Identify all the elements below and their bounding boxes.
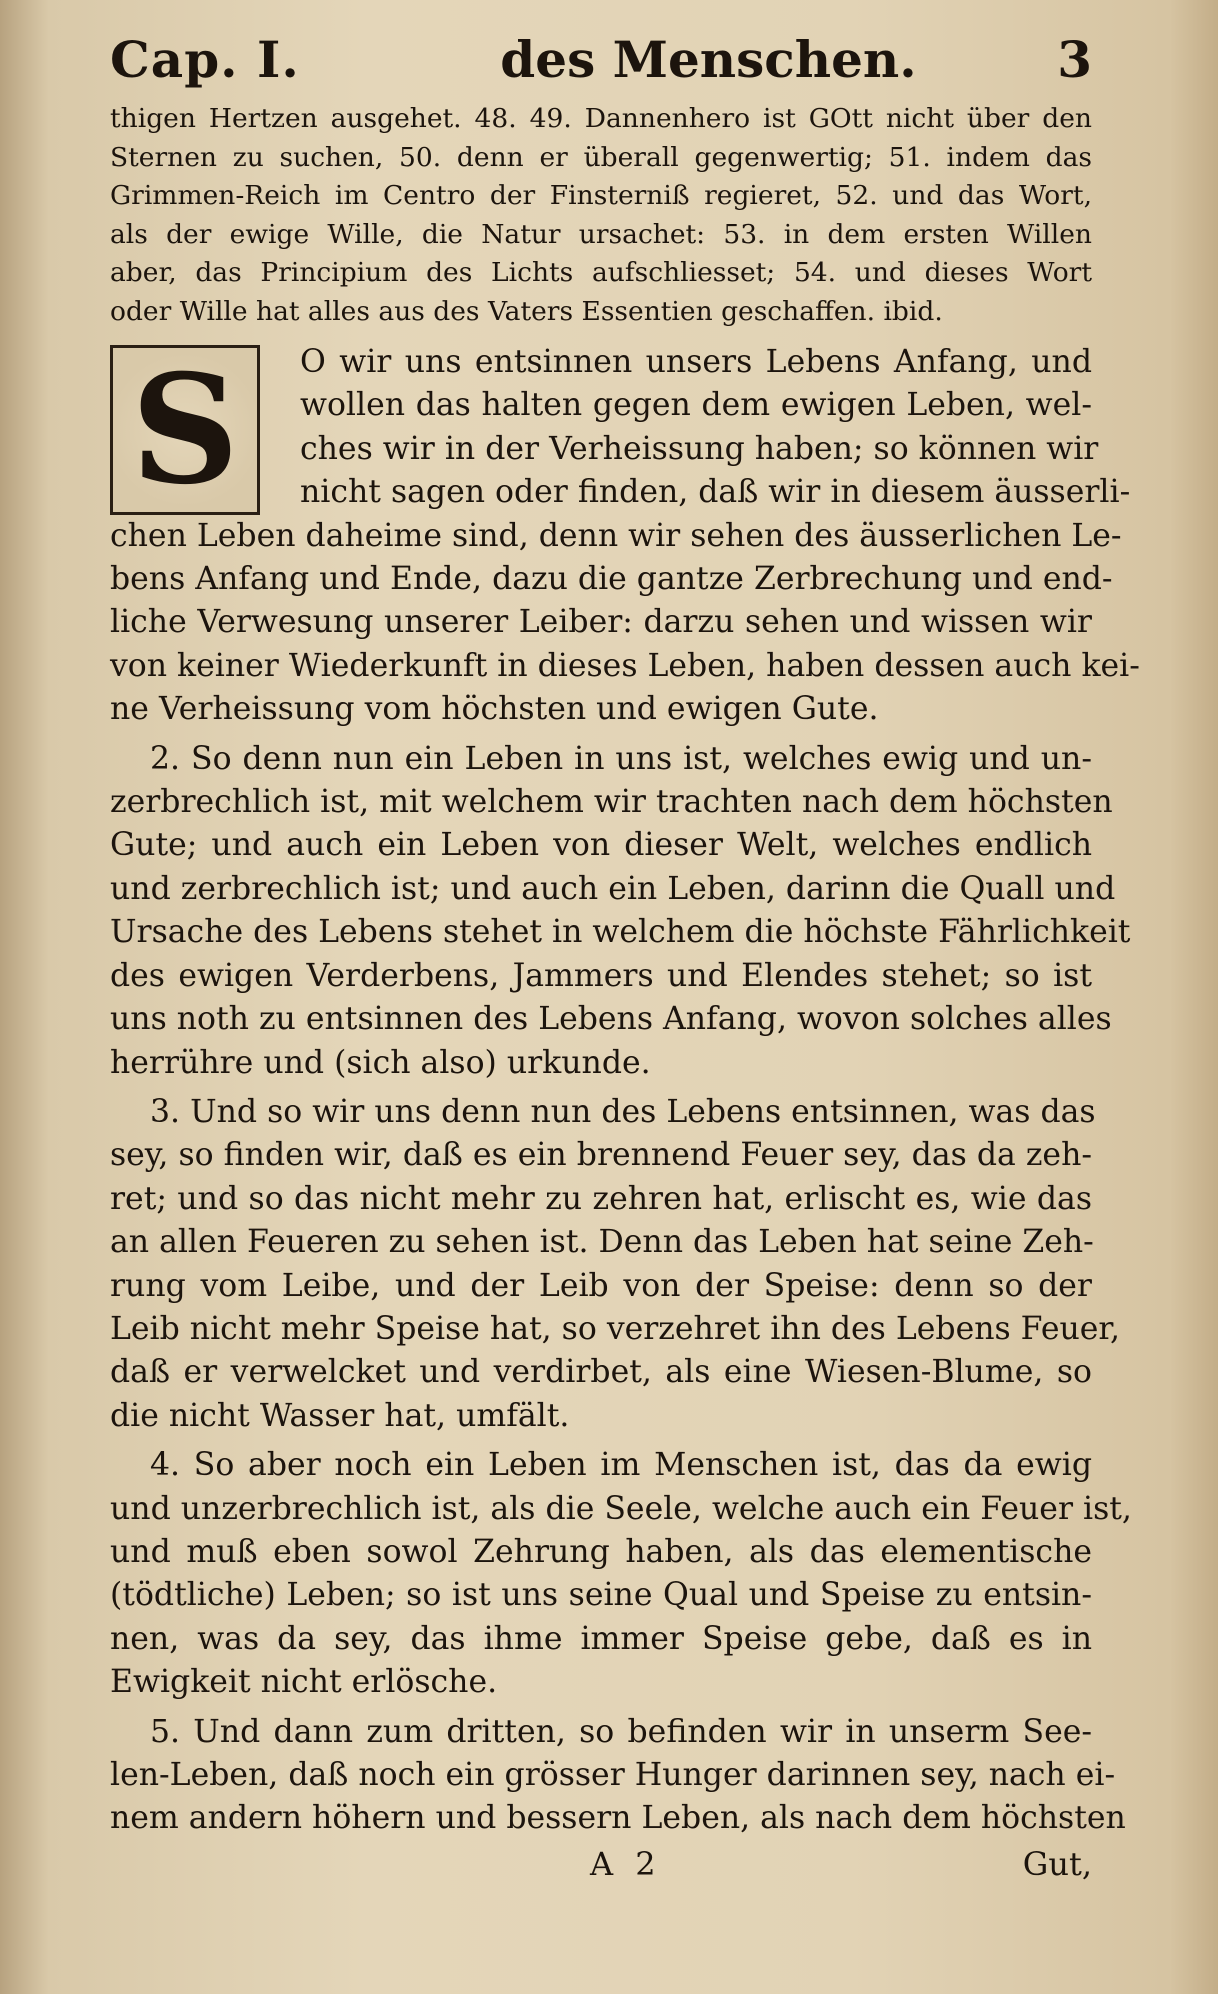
chapter-label: Cap. I. [110, 30, 300, 89]
paragraph-1 [110, 341, 1140, 732]
text-line: Ursache des Lebens stehet in welchem die höchste Fährlichkeit [110, 914, 1131, 951]
text-line: rung vom Leibe, und der Leib von der Speise: denn so der [110, 1267, 1092, 1304]
summary-line: Sternen zu suchen, 50. denn er überall gegenwertig; 51. indem das [110, 141, 1092, 173]
summary-line: als der ewige Wille, die Natur ursachet: 53. in dem ersten Willen [110, 218, 1092, 250]
text-line: bens Anfang und Ende, dazu die gantze Zerbrechung und end- [110, 561, 1113, 598]
text-line: Leib nicht mehr Speise hat, so verzehret ihn des Lebens Feuer, [110, 1310, 1120, 1347]
text-line: zerbrechlich ist, mit welchem wir trachten nach dem höchsten [110, 784, 1113, 821]
text-line: ne Verheissung vom höchsten und ewigen Gute. [110, 691, 879, 728]
text-line: chen Leben daheime sind, denn wir sehen des äusserlichen Le- [110, 517, 1122, 554]
paragraph-5 [110, 1711, 1126, 1841]
text-line: und zerbrechlich ist; und auch ein Leben, darinn die Quall und [110, 870, 1116, 907]
text-line: nem andern höhern und bessern Leben, als nach dem höchsten [110, 1800, 1126, 1837]
main-text [110, 341, 1140, 1886]
paragraph-2 [110, 738, 1131, 1085]
text-line: Ewigkeit nicht erlösche. [110, 1664, 498, 1701]
text-line: 2. So denn nun ein Leben in uns ist, welches ewig und un- [150, 740, 1092, 777]
text-line: (tödtliche) Leben; so ist uns seine Qual und Speise zu entsin- [110, 1577, 1092, 1614]
paragraph-4 [110, 1444, 1132, 1704]
page-number: 3 [1057, 30, 1092, 89]
text-line: herrühre und (sich also) urkunde. [110, 1044, 651, 1081]
text-line: nen, was da sey, das ihme immer Speise gebe, daß es in [110, 1620, 1092, 1657]
drop-cap-initial: S [110, 345, 260, 515]
text-line: ret; und so das nicht mehr zu zehren hat, erlischt es, wie das [110, 1180, 1092, 1217]
text-line: len-Leben, daß noch ein grösser Hunger darinnen sey, nach ei- [110, 1757, 1116, 1793]
text-line: nicht sagen oder finden, daß wir in diesem äusserli- [300, 474, 1131, 511]
summary-line: Grimmen-Reich im Centro der Finsterniß regieret, 52. und das Wort, [110, 180, 1092, 211]
text-line: und muß eben sowol Zehrung haben, als das elementische [110, 1533, 1092, 1570]
running-header [110, 30, 1092, 100]
text-line: liche Verwesung unserer Leiber: darzu sehen und wissen wir [110, 604, 1092, 641]
page-footer [110, 1843, 1092, 1886]
text-line: des ewigen Verderbens, Jammers und Elendes stehet; so ist [110, 957, 1092, 994]
summary-line: oder Wille hat alles aus des Vaters Essentien geschaffen. ibid. [110, 295, 943, 327]
text-line: O wir uns entsinnen unsers Lebens Anfang, und [300, 344, 1092, 380]
text-line: sey, so finden wir, daß es ein brennend Feuer sey, das da zeh- [110, 1137, 1092, 1174]
chapter-summary [110, 100, 1092, 331]
text-line: ches wir in der Verheissung haben; so können wir [300, 430, 1099, 467]
signature-mark: A 2 [590, 1844, 662, 1883]
paragraph-3 [110, 1091, 1120, 1438]
text-line: wollen das halten gegen dem ewigen Leben, wel- [300, 387, 1092, 424]
text-line: daß er verwelcket und verdirbet, als eine Wiesen-Blume, so [110, 1354, 1092, 1391]
catchword: Gut, [1022, 1844, 1092, 1883]
text-line: 4. So aber noch ein Leben im Menschen ist, das da ewig [150, 1447, 1092, 1484]
text-line: an allen Feueren zu sehen ist. Denn das Leben hat seine Zeh- [110, 1224, 1094, 1261]
text-line: Gute; und auch ein Leben von dieser Welt, welches endlich [110, 827, 1092, 864]
text-line: die nicht Wasser hat, umfält. [110, 1397, 570, 1434]
text-line: 5. Und dann zum dritten, so befinden wir in unserm See- [150, 1713, 1092, 1750]
text-line: 3. Und so wir uns denn nun des Lebens entsinnen, was das [150, 1093, 1096, 1130]
running-title: des Menschen. [500, 30, 917, 89]
summary-line: thigen Hertzen ausgehet. 48. 49. Dannenhero ist GOtt nicht über den [110, 103, 1092, 134]
text-line: von keiner Wiederkunft in dieses Leben, haben dessen auch kei- [110, 647, 1140, 684]
text-line: und unzerbrechlich ist, als die Seele, welche auch ein Feuer ist, [110, 1490, 1132, 1527]
text-line: uns noth zu entsinnen des Lebens Anfang, wovon solches alles [110, 1001, 1112, 1038]
summary-line: aber, das Principium des Lichts aufschliesset; 54. und dieses Wort [110, 257, 1092, 288]
